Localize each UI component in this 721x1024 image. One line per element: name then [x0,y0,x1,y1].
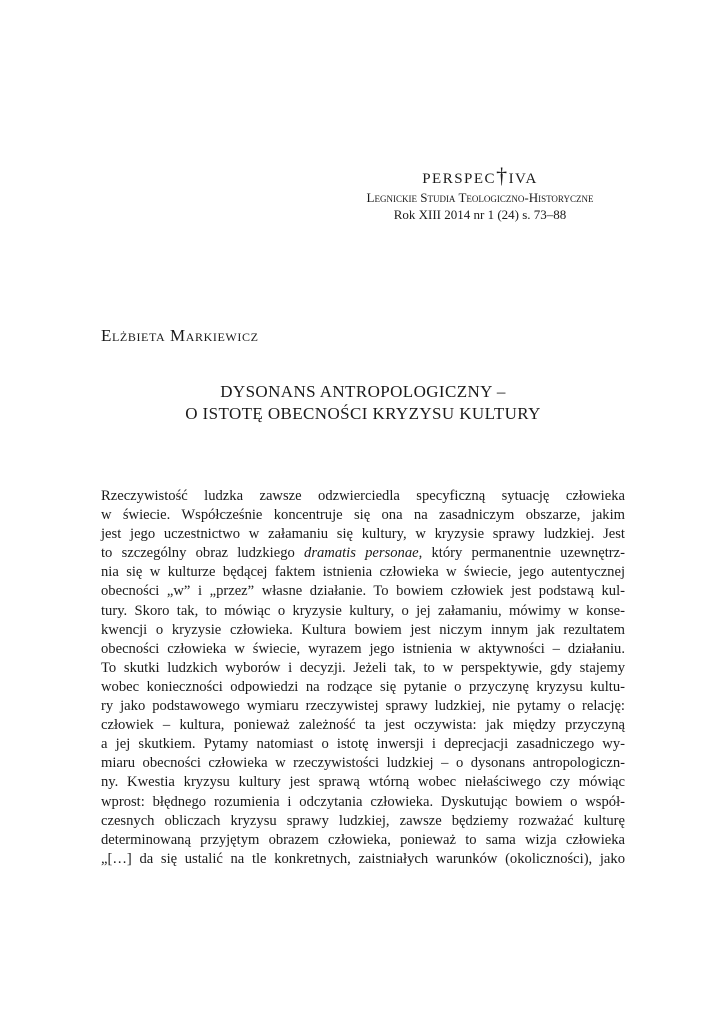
article-body [101,487,625,907]
body-line: obecności „w” i „przez” własne działanie. To bowiem człowiek jest podstawą kul- [101,583,625,600]
body-line: nia się w kulturze będącej faktem istnienia człowieka w świecie, jego autentycznej [101,564,625,581]
italic-phrase: dramatis personae [304,545,419,562]
body-line: jest jego uczestnictwo w załamaniu się kultury, w kryzysie sprawy ludzkiej. Jest [101,526,625,543]
article-author: Elżbieta Markiewicz [101,326,259,345]
body-text-segment: to szczególny obraz ludzkiego [101,545,305,562]
journal-logo: perspec†iva [422,163,538,188]
body-line: ny. Kwestia kryzysu kultury jest sprawą wtórną wobec niełaściwego czy mówiąc [101,774,625,791]
body-line: determinowaną przyjętym obrazem człowieka, ponieważ to sama wizja człowieka [101,831,625,848]
body-line [101,869,625,888]
journal-subtitle: Legnickie Studia Teologiczno-Historyczne [366,190,594,205]
body-line: wobec konieczności odpowiedzi na rodzące się pytanie o przyczynę kryzysu kultu- [101,678,625,695]
body-line: kwencji o kryzysie człowieka. Kultura bowiem jest niczym innym jak rezultatem [101,621,625,638]
article-title [101,381,625,425]
body-line: Rzeczywistość ludzka zawsze odzwierciedla specyficzną sytuację człowieka [101,488,625,504]
body-line: miaru obecności człowieka w rzeczywistości ludzkiej – o dysonans antropologiczn- [101,755,625,772]
journal-header [300,163,660,223]
body-line: To skutki ludzkich wyborów i decyzji. Jeżeli tak, to w perspektywie, gdy stajemy [101,659,625,676]
body-line: a jej skutkiem. Pytamy natomiast o istotę inwersji i deprecjacji zasadniczego wy- [101,736,625,753]
journal-issue: Rok XIII 2014 nr 1 (24) s. 73–88 [393,207,567,222]
title-line: DYSONANS ANTROPOLOGICZNY – [220,382,506,401]
body-line: wprost: błędnego rozumienia i odczytania człowieka. Dyskutując bowiem o współ- [101,793,625,810]
body-line: obecności człowieka w świecie, wyrazem jego istnienia w aktywności – działaniu. [101,640,625,657]
body-line: w świecie. Współcześnie koncentruje się ona na zasadniczym obszarze, jakim [101,507,625,524]
body-text-segment: , który permanentnie uzewnętrz- [418,545,625,562]
body-line: „[…] da się ustalić na tle konkretnych, zaistniałych warunków (okoliczności), jako [101,850,625,867]
title-line: O ISTOTĘ OBECNOŚCI KRYZYSU KULTURY [185,404,541,423]
body-line [101,544,625,563]
body-line: czesnych obliczach kryzysu sprawy ludzkiej, zawsze będziemy rozważać kulturę [101,812,625,829]
body-line: ry jako podstawowego wymiaru rzeczywistej sprawy ludzkiej, nie pytamy o relację: [101,698,625,715]
body-line [101,888,625,907]
body-line: tury. Skoro tak, to mówiąc o kryzysie kultury, o jej załamaniu, mówimy w konse- [101,602,625,619]
body-line: człowiek – kultura, ponieważ zależność ta jest oczywista: jak między przyczyną [101,717,625,734]
